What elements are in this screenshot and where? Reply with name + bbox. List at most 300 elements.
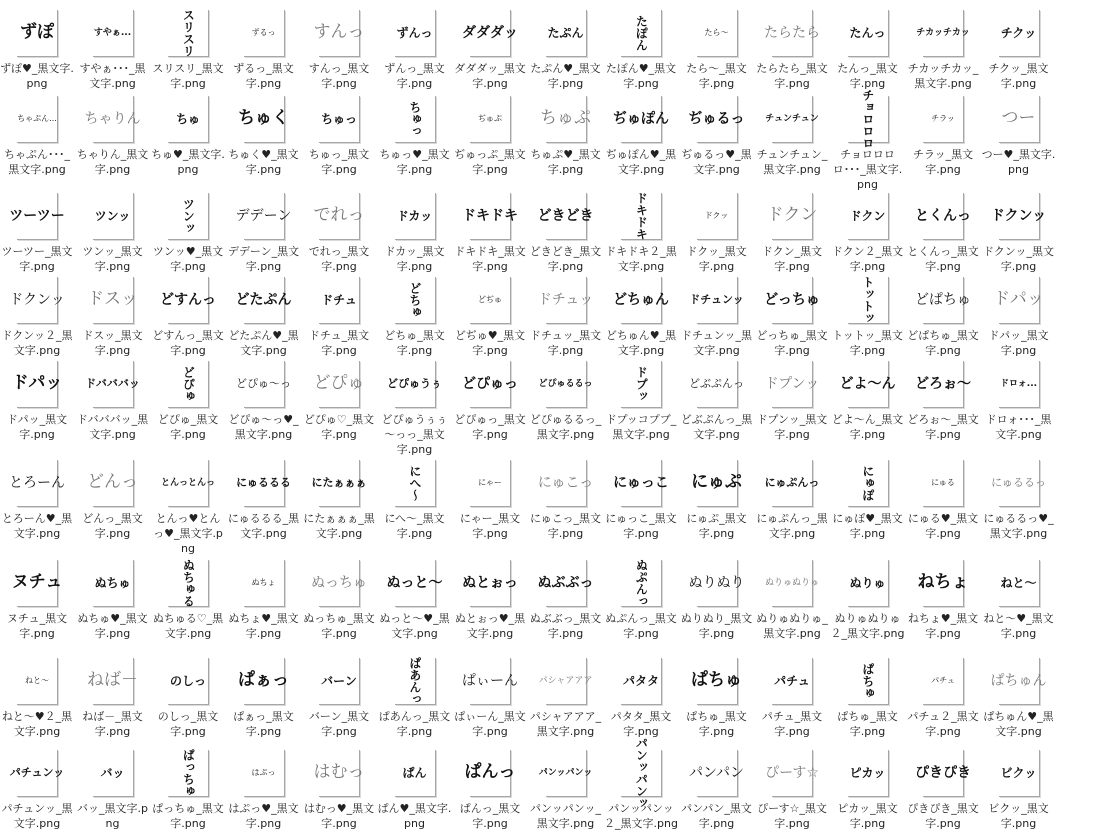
file-thumbnail [93,750,134,797]
file-thumbnail [17,10,58,57]
file-name-label: ぱぁっ_黒文字.png [233,710,294,738]
thumbnail-onomatopoeia: ぱんっ [464,762,516,783]
thumbnail-onomatopoeia: たんっ [849,25,886,40]
file-name-label: ねちょ♥_黒文字.png [907,612,979,640]
file-name-label: つー♥_黒文字.png [981,148,1056,176]
thumbnail-onomatopoeia: ぱん [402,765,427,780]
file-thumbnail [848,89,889,149]
file-name-label: ドロォ･･･_黒文字.png [985,413,1052,441]
thumbnail-onomatopoeia: どぱちゅ [915,291,971,308]
file-thumbnail [395,750,436,797]
file-name-label: にゅぽ♥_黒文字.png [832,512,903,540]
file-name-label: パンッパンッ２_黒文字.png [604,802,678,830]
thumbnail-onomatopoeia: ぱっちゅ [181,749,196,797]
file-thumbnail [538,361,593,408]
file-thumbnail [386,560,443,607]
file-name-label: どろぉ～_黒文字.png [907,413,979,441]
file-name-label: チカッチカッ_黒文字.png [907,62,979,90]
thumbnail-onomatopoeia: ぬちゅる [181,559,196,607]
file-thumbnail [772,658,813,705]
file-name-label: パンパン_黒文字.png [681,802,752,830]
file-name-label: ぬっと～♥_黒文字.png [379,612,450,640]
file-thumbnail [93,193,134,240]
file-name-label: パンッパンッ_黒文字.png [529,802,602,830]
thumbnail-onomatopoeia: でれっ [313,205,365,226]
file-name-label: すんっ_黒文字.png [308,62,370,90]
thumbnail-onomatopoeia: とんっとんっ [161,477,216,488]
file-name-label: ねと～♥_黒文字.png [983,612,1054,640]
file-thumbnail [764,277,820,324]
file-thumbnail [765,560,820,607]
file-thumbnail [462,658,518,705]
file-name-label: とろーん♥_黒文字.png [1,512,73,540]
file-thumbnail [87,460,138,507]
file-thumbnail [621,658,662,705]
file-thumbnail [691,658,742,705]
file-thumbnail [999,10,1040,57]
file-name-label: どっちゅ_黒文字.png [756,329,828,357]
file-name-label: はむっ♥_黒文字.png [303,802,375,830]
file-name-label: たらたら_黒文字.png [756,62,828,90]
thumbnail-onomatopoeia: チョロロロ [860,89,875,149]
file-thumbnail [464,750,516,797]
file-thumbnail [238,96,289,143]
file-name-label: どぴゅ～っ♥_黒文字.png [228,413,299,441]
thumbnail-onomatopoeia: たら～ [704,28,729,38]
file-thumbnail [17,658,58,705]
file-thumbnail [168,193,209,240]
thumbnail-onomatopoeia: ぱちゅ [860,663,875,699]
thumbnail-onomatopoeia: ぱちゅ [691,670,742,691]
thumbnail-onomatopoeia: ちゅぷ [540,108,591,129]
thumbnail-onomatopoeia: ドキドキ [462,207,518,224]
thumbnail-onomatopoeia: ちゅっ [407,101,422,137]
file-name-label: ピカッ_黒文字.png [837,802,898,830]
file-thumbnail [839,361,896,408]
file-thumbnail [236,460,291,507]
file-name-label: ドクンッ２_黒文字.png [1,329,73,357]
thumbnail-onomatopoeia: にゅこっ [537,474,594,491]
file-thumbnail [688,96,745,143]
file-name-label: ぬちょ♥_黒文字.png [228,612,299,640]
thumbnail-onomatopoeia: ぬぷんっ [634,559,649,607]
file-name-label: たぷん♥_黒文字.png [530,62,601,90]
thumbnail-onomatopoeia: はぷっ [251,768,276,778]
file-name-label: ぬっちゅ_黒文字.png [303,612,375,640]
thumbnail-onomatopoeia: チュンチュン [765,113,819,124]
thumbnail-onomatopoeia: ずんっ [396,25,433,40]
file-name-label: にゅこっ_黒文字.png [529,512,602,540]
file-thumbnail [9,750,65,797]
file-name-label: にたぁぁぁ_黒文字.png [303,512,375,540]
file-name-label: どぱちゅ_黒文字.png [907,329,979,357]
file-name-label: ドクンッ_黒文字.png [982,245,1055,273]
file-thumbnail [848,560,889,607]
file-thumbnail [621,560,662,607]
file-thumbnail [313,10,365,57]
file-thumbnail [697,10,738,57]
file-thumbnail [9,193,65,240]
file-name-label: にゅる♥_黒文字.png [907,512,979,540]
thumbnail-onomatopoeia: ぬりゅぬりゅ [765,577,820,588]
file-thumbnail [540,96,591,143]
file-name-label: ドパッ_黒文字.png [988,329,1049,357]
file-name-label: ぢゅぽん♥_黒文字.png [605,148,677,176]
file-name-label: どぴゅるるっ_黒文字.png [529,413,602,441]
thumbnail-onomatopoeia: どきどき [537,207,594,224]
thumbnail-onomatopoeia: パチュ [931,676,955,686]
file-thumbnail [915,277,971,324]
thumbnail-onomatopoeia: どぴゅ [313,373,365,394]
thumbnail-onomatopoeia: ツンッ [94,208,131,223]
thumbnail-onomatopoeia: パンッパンッ [538,767,593,778]
file-thumbnail [697,193,738,240]
thumbnail-onomatopoeia: ぬちゅ [94,575,131,590]
file-name-label: デデーン_黒文字.png [227,245,300,273]
thumbnail-onomatopoeia: ヌチュ [11,572,63,593]
thumbnail-onomatopoeia: のしっ [169,673,206,688]
file-name-label: ドクッ_黒文字.png [686,245,747,273]
file-name-label: にゅるるる_黒文字.png [227,512,300,540]
file-thumbnail [765,750,819,797]
file-name-label: たら～_黒文字.png [686,62,747,90]
file-name-label: ドバババッ_黒文字.png [76,413,149,441]
thumbnail-onomatopoeia: ぴーす☆ [765,764,819,781]
file-name-label: チクッ_黒文字.png [988,62,1049,90]
file-thumbnail [915,750,971,797]
file-thumbnail [319,277,360,324]
file-name-label: ぬぶぶっ_黒文字.png [529,612,602,640]
thumbnail-onomatopoeia: ねちょ [917,572,969,593]
file-name-label: たぽん♥_黒文字.png [605,62,677,90]
thumbnail-onomatopoeia: とろーん [9,474,65,491]
file-name-label: とくんっ_黒文字.png [907,245,979,273]
thumbnail-onomatopoeia: たぽん [634,15,649,51]
file-name-label: ドパッ_黒文字.png [6,413,68,441]
file-name-label: ちゅぷ♥_黒文字.png [530,148,601,176]
file-thumbnail [764,361,820,408]
file-thumbnail [168,750,209,797]
file-thumbnail [93,560,134,607]
file-name-label: チョロロロロ･･･_黒文字.png [832,148,903,191]
file-name-label: ダダダッ_黒文字.png [454,62,526,90]
file-name-label: どちゅん♥_黒文字.png [605,329,677,357]
file-thumbnail [848,193,889,240]
file-thumbnail [923,658,964,705]
thumbnail-onomatopoeia: ドチュッ [537,291,594,308]
file-name-label: ぴきぴき_黒文字.png [907,802,979,830]
file-thumbnail [85,361,140,408]
file-thumbnail [235,193,292,240]
file-thumbnail [764,460,820,507]
thumbnail-onomatopoeia: ツーツー [9,207,65,224]
thumbnail-onomatopoeia: どっちゅ [764,291,820,308]
thumbnail-onomatopoeia: ビクッ [1000,765,1037,780]
file-thumbnail [537,560,594,607]
file-thumbnail [689,361,744,408]
thumbnail-onomatopoeia: どぴゅ～っ [236,377,291,391]
file-thumbnail [87,277,138,324]
file-thumbnail [244,560,285,607]
thumbnail-onomatopoeia: ちゅっ [320,111,357,126]
thumbnail-onomatopoeia: ドプンッ [764,375,820,392]
thumbnail-onomatopoeia: パチュ [774,673,810,688]
file-name-label: スリスリ_黒文字.png [152,62,224,90]
thumbnail-onomatopoeia: にたぁぁぁ [311,476,367,490]
file-name-label: パタタ_黒文字.png [610,710,672,738]
file-thumbnail [923,460,964,507]
file-name-label: ぱちゅん♥_黒文字.png [983,710,1054,738]
file-name-label: にゅるるっ♥_黒文字.png [983,512,1054,540]
thumbnail-onomatopoeia: ぱあんっ [407,657,422,705]
thumbnail-onomatopoeia: ちゅく [238,108,289,129]
file-thumbnail [462,10,518,57]
file-name-label: ずぽ♥_黒文字.png [0,62,74,90]
thumbnail-onomatopoeia: ぱぃーん [462,672,518,689]
file-name-label: たんっ_黒文字.png [837,62,898,90]
file-thumbnail [689,277,744,324]
thumbnail-onomatopoeia: ねと～ [25,676,49,686]
thumbnail-onomatopoeia: ぱぁっ [238,670,289,691]
file-thumbnail [470,96,511,143]
file-name-label: チュンチュン_黒文字.png [756,148,828,176]
file-name-label: とんっ♥とんっ♥_黒文字.png [153,512,223,555]
thumbnail-onomatopoeia: ぬとぉっ [462,574,518,591]
thumbnail-onomatopoeia: どよ～ん [839,375,896,392]
thumbnail-onomatopoeia: ぢゅぽん [613,110,669,127]
file-name-label: にゅぷんっ_黒文字.png [756,512,828,540]
file-name-label: チラッ_黒文字.png [912,148,974,176]
thumbnail-onomatopoeia: どぴゅ [181,366,196,402]
thumbnail-onomatopoeia: ドキドキ [634,192,649,240]
thumbnail-onomatopoeia: どぶぷんっ [689,377,744,391]
thumbnail-onomatopoeia: どぴゅるるっ [538,378,593,389]
thumbnail-onomatopoeia: どちゅ [407,282,422,318]
file-thumbnail [244,10,285,57]
thumbnail-onomatopoeia: パシャアアア [538,675,593,686]
file-name-label: ぬりゅぬりゅ_黒文字.png [756,612,828,640]
file-name-label: ツンッ♥_黒文字.png [152,245,224,273]
file-name-label: ツンッ_黒文字.png [82,245,143,273]
file-name-label: どきどき_黒文字.png [529,245,602,273]
file-thumbnail [236,361,291,408]
file-name-label: ちゅ♥_黒文字.png [151,148,225,176]
file-name-label: はぷっ♥_黒文字.png [228,802,299,830]
file-thumbnail [999,361,1040,408]
file-thumbnail [238,658,289,705]
file-thumbnail [313,361,365,408]
file-thumbnail [765,96,819,143]
thumbnail-onomatopoeia: ぴきぴき [915,764,971,781]
thumbnail-onomatopoeia: バーン [321,673,357,688]
file-name-label: ドチュッ_黒文字.png [529,329,602,357]
thumbnail-onomatopoeia: ねば－ [87,670,138,691]
thumbnail-onomatopoeia: ドクン [766,205,818,226]
file-thumbnail [621,10,662,57]
file-name-label: パチュンッ_黒文字.png [1,802,73,830]
thumbnail-onomatopoeia: ぬりぬり [688,574,745,591]
file-name-label: にゅっこ_黒文字.png [605,512,677,540]
thumbnail-onomatopoeia: ねと～ [1000,575,1037,590]
file-name-label: どぴゅ♡_黒文字.png [303,413,375,441]
file-name-label: ぱぃーん_黒文字.png [454,710,526,738]
file-thumbnail [613,460,669,507]
file-name-label: どんっ_黒文字.png [82,512,143,540]
file-thumbnail [923,96,964,143]
file-thumbnail [244,750,285,797]
thumbnail-onomatopoeia: ドチュ [321,292,357,307]
thumbnail-onomatopoeia: デデーン [235,207,292,224]
file-thumbnail [462,193,518,240]
file-name-label: ちゅっ_黒文字.png [308,148,370,176]
file-name-label: ツーツー_黒文字.png [1,245,73,273]
thumbnail-onomatopoeia: にゅぷんっ [764,476,820,490]
file-thumbnail [999,560,1040,607]
file-thumbnail [621,193,662,240]
thumbnail-onomatopoeia: にゃー [478,478,502,488]
file-thumbnail [161,460,216,507]
thumbnail-onomatopoeia: どぴゅっ [462,375,518,392]
file-thumbnail [766,193,818,240]
thumbnail-onomatopoeia: にゅぽ [860,465,875,501]
file-thumbnail [462,361,518,408]
thumbnail-onomatopoeia: どたぷん [235,291,292,308]
thumbnail-onomatopoeia: パンパン [688,764,745,781]
file-name-label: どちゅ_黒文字.png [384,329,445,357]
thumbnail-onomatopoeia: どろぉ～ [915,375,971,392]
file-thumbnail [313,750,365,797]
thumbnail-onomatopoeia: ぢゅぷ [478,114,502,124]
file-name-label: パシャアアア_黒文字.png [529,710,602,738]
file-thumbnail [915,193,971,240]
file-thumbnail [537,277,594,324]
file-name-label: ぬちゅ♥_黒文字.png [77,612,148,640]
thumbnail-onomatopoeia: チカッチカッ [916,27,970,38]
file-thumbnail [311,560,367,607]
thumbnail-onomatopoeia: ドチュンッ [689,293,744,307]
thumbnail-onomatopoeia: バッ [100,765,125,780]
file-name-label: ぬぷんっ_黒文字.png [605,612,677,640]
file-thumbnail [168,10,209,57]
file-thumbnail [84,96,141,143]
thumbnail-onomatopoeia: チラッ [931,114,955,124]
file-name-label: ぱっちゅ_黒文字.png [152,802,224,830]
file-thumbnail [395,193,436,240]
file-thumbnail [93,10,134,57]
thumbnail-onomatopoeia: どぢゅ [478,295,502,305]
thumbnail-onomatopoeia: どぴゅうぅ [387,377,442,391]
file-name-label: どぴゅ_黒文字.png [157,413,219,441]
file-thumbnail [999,96,1040,143]
thumbnail-onomatopoeia: ぢゅるっ [688,110,745,127]
thumbnail-onomatopoeia: スリスリ [181,9,196,57]
file-name-label: トットッ_黒文字.png [832,329,903,357]
file-thumbnail [691,460,742,507]
thumbnail-onomatopoeia: ぬちょ [251,578,276,588]
file-thumbnail [990,193,1047,240]
file-thumbnail [538,658,593,705]
thumbnail-onomatopoeia: どちゅん [613,291,669,308]
file-thumbnail [387,361,442,408]
file-name-label: ヌチュ_黒文字.png [6,612,68,640]
thumbnail-onomatopoeia: ぱちゅん [990,672,1047,689]
thumbnail-onomatopoeia: トットッ [860,276,875,324]
file-thumbnail [319,658,360,705]
file-thumbnail [9,277,65,324]
file-name-label: ドチュンッ_黒文字.png [681,329,752,357]
thumbnail-onomatopoeia: ぬりゅ [849,575,886,590]
file-name-label: バーン_黒文字.png [308,710,370,738]
file-name-label: ぬとぉっ♥_黒文字.png [454,612,526,640]
thumbnail-onomatopoeia: ドクンッ [990,207,1047,224]
file-thumbnail [613,96,669,143]
file-name-label: ちゃりん_黒文字.png [76,148,149,176]
file-name-label: ずるっ_黒文字.png [233,62,294,90]
file-name-label: でれっ_黒文字.png [308,245,370,273]
file-name-label: ぱん♥_黒文字.png [377,802,452,830]
file-name-label: ぬりぬり_黒文字.png [680,612,753,640]
file-name-label: ビクッ_黒文字.png [988,802,1049,830]
thumbnail-onomatopoeia: ちゃりん [84,110,141,127]
file-name-label: ぢゅるっ♥_黒文字.png [681,148,752,176]
thumbnail-onomatopoeia: ドクン [849,208,886,223]
file-thumbnail [87,658,138,705]
file-name-label: にゃー_黒文字.png [459,512,521,540]
file-name-label: どぶぷんっ_黒文字.png [680,413,753,441]
thumbnail-onomatopoeia: つー [1001,108,1036,129]
file-name-label: ぱんっ_黒文字.png [459,802,521,830]
file-name-label: ぬりゅぬりゅ２_黒文字.png [830,612,905,640]
thumbnail-onomatopoeia: にゅるるる [236,476,291,490]
file-name-label: ちゅっ♥_黒文字.png [379,148,450,176]
file-name-label: のしっ_黒文字.png [157,710,219,738]
thumbnail-onomatopoeia: どんっ [87,472,138,493]
thumbnail-onomatopoeia: ずるっ [251,28,276,38]
thumbnail-onomatopoeia: たらたら [764,24,820,41]
file-name-label: ドスッ_黒文字.png [82,329,143,357]
file-thumbnail [462,560,518,607]
thumbnail-onomatopoeia: ドパッ [993,289,1044,310]
file-name-label: どよ～ん_黒文字.png [831,413,904,441]
file-name-label: どぴゅうぅぅ～っっ_黒文字.png [381,413,448,456]
file-thumbnail [848,277,889,324]
file-thumbnail [235,277,292,324]
file-name-label: パチュ２_黒文字.png [907,710,979,738]
thumbnail-onomatopoeia: とくんっ [915,207,971,224]
file-thumbnail [621,737,662,809]
file-thumbnail [470,460,511,507]
file-thumbnail [313,193,365,240]
file-name-label: パチュ_黒文字.png [761,710,823,738]
file-thumbnail [991,460,1046,507]
file-thumbnail [621,361,662,408]
file-name-label: どぴゅっ_黒文字.png [454,413,526,441]
file-thumbnail [160,277,216,324]
file-thumbnail [319,96,360,143]
file-name-label: ぬちゅる♡_黒文字.png [152,612,224,640]
file-name-label: ドクン_黒文字.png [761,245,823,273]
file-thumbnail [168,658,209,705]
thumbnail-onomatopoeia: パチュンッ [9,766,65,780]
thumbnail-onomatopoeia: すんっ [313,22,365,43]
thumbnail-onomatopoeia: にゅっこ [613,474,669,491]
file-name-label: ドプンッ_黒文字.png [756,413,828,441]
file-name-label: ぢゅっぷ_黒文字.png [454,148,526,176]
thumbnail-onomatopoeia: チクッ [1000,25,1037,40]
file-thumbnail [613,277,669,324]
file-name-label: ぱちゅ_黒文字.png [837,710,898,738]
thumbnail-onomatopoeia: すやぁ... [93,27,132,38]
